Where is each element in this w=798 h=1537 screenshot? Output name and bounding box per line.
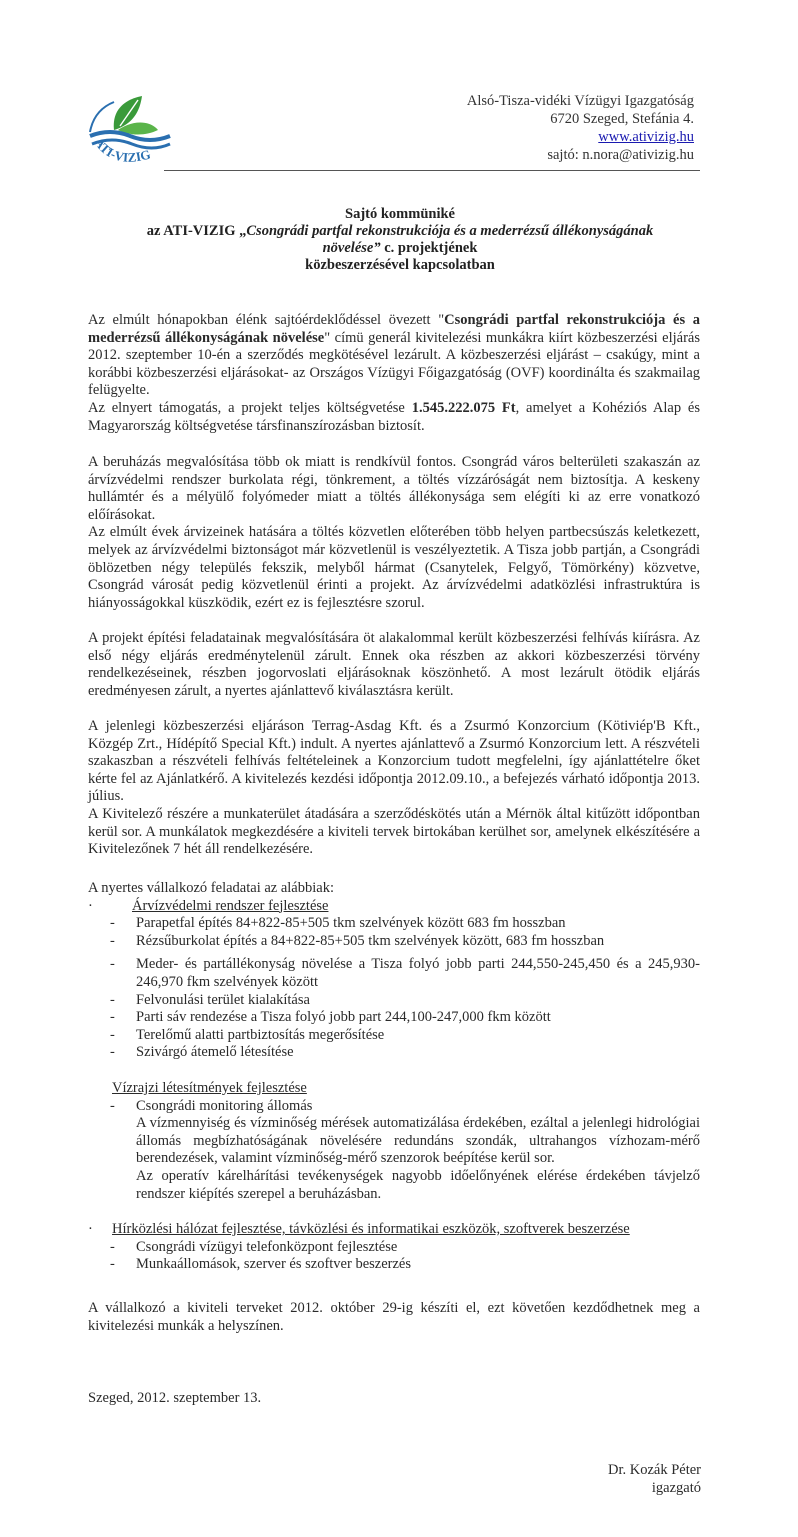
intro-a: Az elmúlt hónapokban élénk sajtóérdeklődéssel övezett " [88,312,445,328]
importance-text-1: A beruházás megvalósítása több ok miatt is rendkívül fontos. Csongrád város belterületi szakaszán az árvízvédelmi rendszer burkolata régi, tönkrement, a töltés vízzáróságát nem biztosítja. A keskeny hullámtér és a mélyülő folyómeder miatt a töltés állékonysága sem elégíti ki az erre vonatkozó előírásokat. [88,454,700,523]
header-divider [164,170,700,171]
list-item [88,1239,708,1257]
spacer [88,1062,708,1080]
title-line-2 [100,223,700,240]
list-item-text: Felvonulási terület kialakítása [136,991,310,1008]
intro-c: " címü generál kivitelezési munkákra kiírt közbeszerzési eljárás 2012. szeptember 10-én a szerződés megkötésével lezárult. A közbeszerzési eljárást – csakúgy, mint a korábbi közbeszerzési eljárásokat- az Országos Vízügyi Főigazgatóság (OVF) koordinálta és szakmailag felügyelte. [88,329,701,399]
signer-name: Dr. Kozák Péter [607,1462,701,1478]
list-item [88,992,708,1010]
dash-icon: - [110,1256,115,1273]
section-title: Hírközlési hálózat fejlesztése, távközlési és informatikai eszközök, szoftverek beszerzése [112,1221,630,1238]
title-prefix: az ATI-VIZIG „ [146,223,247,239]
title-project-name: Csongrádi partfal rekonstrukciója és a mederrézsű állékonyságának [246,223,654,239]
dash-icon: - [110,1238,115,1255]
website-link[interactable]: www.ativizig.hu [598,129,694,145]
title-line-4: közbeszerzésével kapcsolatban [305,257,495,273]
paragraph-importance [88,454,700,612]
dash-icon: - [110,1097,115,1114]
dash-icon: - [110,1009,115,1026]
list-item [88,915,708,933]
press-email: sajtó: n.nora@ativizig.hu [547,147,694,163]
budget-a: Az elnyert támogatás, a projekt teljes költségvetése [88,399,412,416]
list-item-text: Meder- és partállékonyság növelése a Tisza folyó jobb parti 244,550-245,450 és a 245,930-246,970 fkm szelvények között [136,956,700,990]
list-item-text: Rézsűburkolat építés a 84+822-85+505 tkm szelvények között, 683 fm hosszban [136,932,605,949]
section-flood-defense [88,898,708,916]
document-title [100,206,700,274]
section-title: Vízrajzi létesítmények fejlesztése [112,1079,307,1096]
dash-icon: - [110,915,115,932]
title-suffix: c. projektjének [380,240,478,256]
section-telecom [88,1221,708,1239]
list-item-text: Munkaállomások, szerver és szoftver beszerzés [136,1256,411,1273]
list-item [88,1044,708,1062]
document-date: Szeged, 2012. szeptember 13. [88,1390,262,1406]
logo-text: ATI-VIZIG [91,135,153,165]
paragraph-winner [88,718,700,859]
schedule-text: A vállalkozó a kiviteli terveket 2012. október 29-ig készíti el, ezt követően kezdődhetnek meg a kivitelezési munkák a helyszínen. [88,1300,700,1334]
title-line-3 [100,240,700,257]
winner-text-2: A Kivitelező részére a munkaterület átadására a szerződéskötés után a Mérnök által kitűzött időpontban kerül sor. A munkálatok megkezdésére a kiviteli tervek birtokában kerülhet sor, amelynek elkészítésére a Kivitelezőnek 7 hét áll rendelkezésére. [88,805,700,858]
task-list [88,880,708,1274]
dash-icon: - [110,956,115,973]
paragraph-schedule [88,1300,700,1335]
dash-icon: - [110,932,115,949]
task-intro: A nyertes vállalkozó feladatai az alábbiak: [88,880,334,896]
list-item-text: Szivárgó átemelő létesítése [136,1044,294,1061]
title-line-1: Sajtó kommüniké [345,206,455,222]
header-address [467,92,694,164]
list-item [88,1256,708,1274]
section-title: Árvízvédelmi rendszer fejlesztése [132,897,329,914]
list-item [88,933,708,951]
list-item [88,1009,708,1027]
dash-icon: - [110,1044,115,1061]
monitoring-text-1: A vízmennyiség és vízminőség mérések automatizálása érdekében, ezáltal a jelenlegi hidrológiai állomás megbízhatóságának növelésére redundáns szondák, ultrahangos vízhozam-mérő berendezések, valamint vízminőség-mérő szenzorok beépítése kerül sor. [136,1115,700,1167]
paragraph-intro [88,312,700,435]
budget-text [88,400,700,435]
title-project-name-end: növelése” [322,240,381,256]
monitoring-text-2: Az operatív kárelhárítási tevékenységek nagyobb időelőnyének elérése érdekében távjelző rendszer kiépítés szerepel a beruházásban. [136,1167,700,1202]
importance-text-2: Az elmúlt évek árvizeinek hatására a töltés közvetlen előterében több helyen partbecsúszás keletkezett, melyek az árvízvédelmi biztonságot már közvetlenül is veszélyeztetik. A Tisza jobb partján, a Csongrádi öblözetben négy település fekszik, melyből hármat (Csanytelek, Felgyő, Tömörkény) közvetve, Csongrád városát pedig közvetlenül érinti a projekt. Az árvízvédelmi adatközlési infrastruktúra is hiányosságokkal küszködik, ezért ez is fejlesztésre szorul. [88,524,700,611]
spacer [88,1203,708,1221]
list-item [88,1098,708,1116]
list-item-text: Terelőmű alatti partbiztosítás megerősítése [136,1026,385,1043]
procurement-history-text: A projekt építési feladatainak megvalósítására öt alakalommal került közbeszerzési felhívás kiírásra. Az első négy eljárás eredménytelenül zárult. Ennek oka részben az akkori közbeszerzési törvény rendelkezéseinek, részben jogorvoslati eljárásoknak köszönhető. A most lezárult ötödik eljárás eredményesen zárult, a nyertes ajánlattevő kiválasztásra került. [88,630,700,699]
list-item-text: Csongrádi vízügyi telefonközpont fejlesztése [136,1238,398,1255]
list-item [88,1027,708,1045]
list-item-text: Parapetfal építés 84+822-85+505 tkm szelvények között 683 fm hosszban [136,915,566,932]
dash-icon: - [110,1026,115,1043]
list-item-text: Parti sáv rendezése a Tisza folyó jobb part 244,100-247,000 fkm között [136,1009,551,1026]
street-address: 6720 Szeged, Stefánia 4. [550,111,694,127]
signature-block [608,1462,701,1497]
signer-role: igazgató [651,1479,701,1496]
budget-c: , amelyet a Kohéziós Alap és Magyarország költségvetése társfinanszírozásban biztosít. [88,399,700,434]
ati-vizig-logo [84,90,174,172]
bullet-icon: · [88,897,93,914]
paragraph-procurement-history [88,630,700,700]
dash-icon: - [110,991,115,1008]
org-name: Alsó-Tisza-vidéki Vízügyi Igazgatóság [466,93,694,109]
list-item [88,956,708,991]
winner-text-1: A jelenlegi közbeszerzési eljáráson Terrag-Asdag Kft. és a Zsurmó Konzorcium (Kötiviép'B Kft., Közgép Zrt., Hídépítő Special Kft.) indult. A nyertes ajánlattevő a Zsurmó Konzorcium lett. A részvételi szakaszban a részvételi felhívás feltételeinek a Konzorcium tudott megfelelni, így ajánlattételre őket kérte fel az Ajánlatkérő. A kivitelezés kezdési időpontja 2012.09.10., a befejezés várható időpontja 2013. július. [88,718,700,805]
budget-amount: 1.545.222.075 Ft [411,399,516,416]
bullet-icon: · [88,1221,93,1238]
project-name-bold: Csongrádi partfal rekonstrukciója és a mederrézsű állékonyságának növelése [88,312,700,346]
section-hydrology [88,1080,708,1098]
intro-text [88,312,700,400]
list-item-text: Csongrádi monitoring állomás [136,1097,313,1114]
